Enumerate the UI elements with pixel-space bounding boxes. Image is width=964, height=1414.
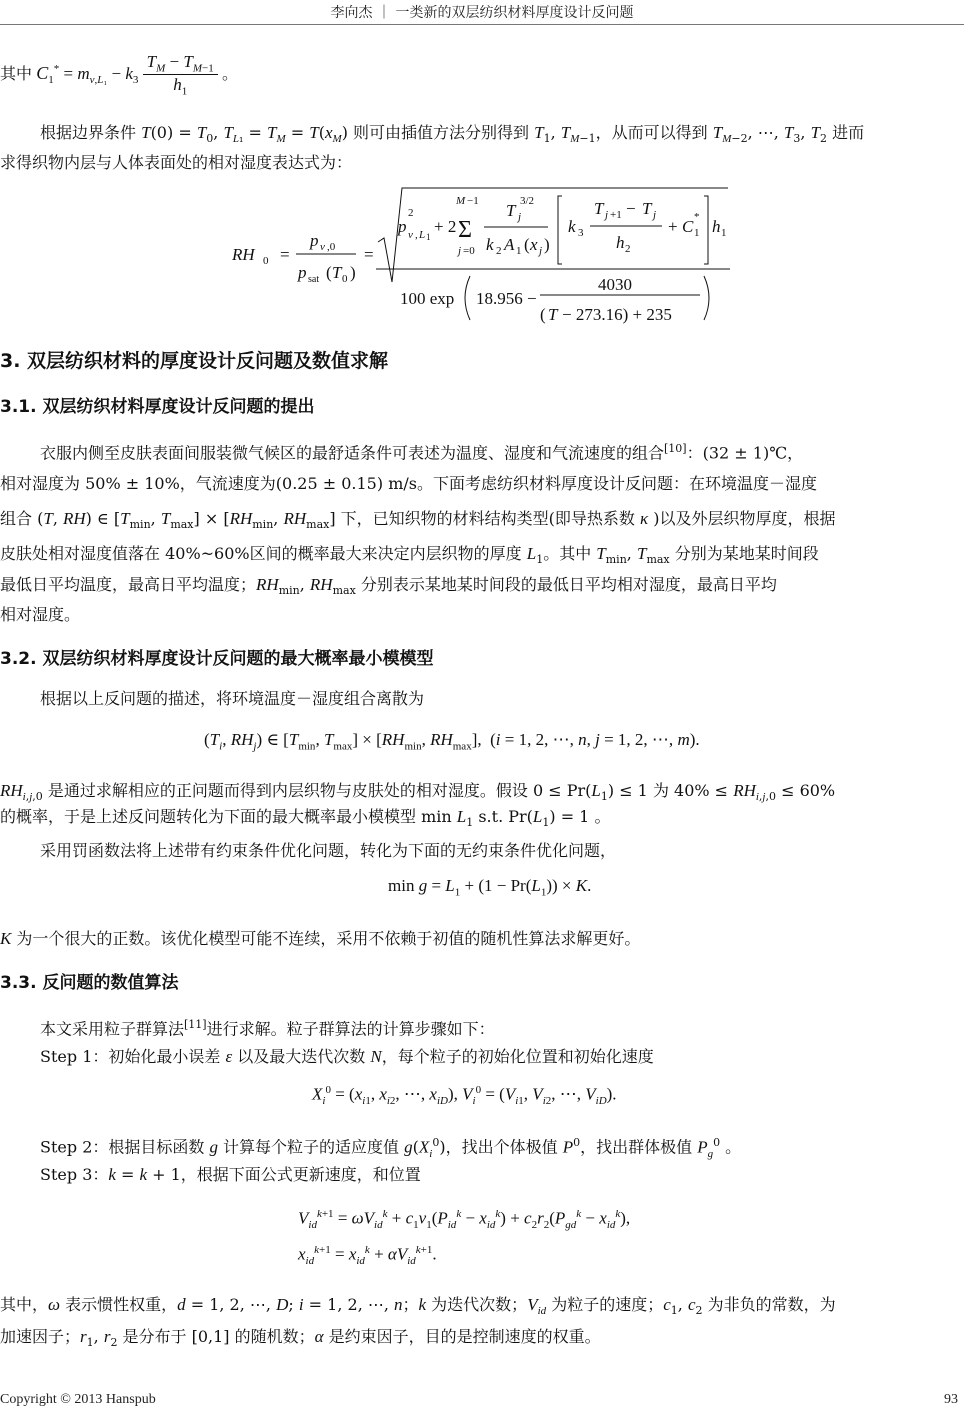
svg-text:x: x bbox=[530, 235, 538, 254]
svg-text:h: h bbox=[712, 217, 721, 236]
svg-text:2: 2 bbox=[408, 207, 414, 219]
svg-text:T: T bbox=[506, 201, 516, 220]
svg-text:*: * bbox=[694, 211, 700, 223]
svg-text:T: T bbox=[548, 305, 558, 324]
svg-text:1: 1 bbox=[721, 227, 727, 239]
boundary-line-2: 求得织物内层与人体表面处的相对湿度表达式为： bbox=[0, 153, 353, 172]
svg-text:sat: sat bbox=[308, 274, 320, 285]
s31-line-1: 衣服内侧至皮肤表面间服装微气候区的最舒适条件可表述为温度、湿度和气流速度的组合[10]：(32 ± 1)℃， bbox=[40, 442, 804, 463]
svg-text:p: p bbox=[398, 217, 407, 236]
s32-line-1: 根据以上反问题的描述，将环境温度－湿度组合离散为 bbox=[40, 689, 425, 708]
svg-text:−: − bbox=[626, 199, 636, 218]
section-3-3-heading: 3.3. 反问题的数值算法 bbox=[0, 973, 179, 993]
svg-text:,: , bbox=[415, 229, 418, 241]
svg-text:T: T bbox=[594, 199, 604, 218]
svg-text:j: j bbox=[518, 211, 522, 223]
svg-text:p: p bbox=[298, 263, 307, 282]
svg-text:1: 1 bbox=[426, 232, 431, 242]
fraction-c1: $\frac{T_M - T_{M-1}}{h_1}$ bbox=[143, 52, 218, 98]
svg-text:C: C bbox=[682, 217, 694, 236]
s33-note-1: 其中，ω 表示惯性权重，d = 1, 2, ⋯, D; i = 1, 2, ⋯, n；k 为迭代次数；$V_{id}$ 为粒子的速度；$c_1$, $c_2$ 为非负的常数，为 bbox=[0, 1295, 836, 1318]
s32-line-2: $RH_{i,j,0}$ 是通过求解相应的正问题而得到内层织物与皮肤处的相对湿度。假设 $0 \le Pr(L_1) \le 1$ 为 $40\% \le RH_{i,j,0} \le 60\%$ bbox=[0, 781, 836, 804]
svg-text:0: 0 bbox=[263, 255, 269, 267]
header-rule bbox=[0, 24, 964, 25]
equation-velocity: $V_{id}^{k+1} = \omega V_{id}^k + c_1v_1(P_{id}^k - x_{id}^k) + c_2r_2(P_{gd}^k - x_{id}^k)$, bbox=[298, 1208, 631, 1232]
svg-text:T: T bbox=[642, 199, 652, 218]
svg-text:A: A bbox=[504, 235, 515, 254]
text-lead: 其中 bbox=[0, 63, 33, 83]
svg-text:T: T bbox=[332, 263, 342, 282]
s32-line-5: K 为一个很大的正数。该优化模型可能不连续，采用不依赖于初值的随机性算法求解更好。 bbox=[0, 929, 641, 948]
s31-line-3: 组合 (T, RH) ∈ [$T_{min}$, $T_{max}] \times [RH_{min}$, $RH_{max}$] 下，已知织物的材料结构类型(即导热系数 κ )以及外层织物厚度，根据 bbox=[0, 509, 836, 532]
svg-text:100 exp: 100 exp bbox=[400, 289, 455, 308]
equation-position: $x_{id}^{k+1} = x_{id}^k + \alpha V_{id}^{k+1}$. bbox=[298, 1244, 437, 1268]
svg-text:j: j bbox=[605, 209, 609, 221]
svg-text:4030: 4030 bbox=[598, 275, 632, 294]
section-3-heading: 3. 双层纺织材料的厚度设计反问题及数值求解 bbox=[0, 350, 389, 372]
s33-step-3: Step 3：k = k + 1，根据下面公式更新速度，和位置 bbox=[40, 1165, 421, 1184]
svg-text:(: ( bbox=[540, 305, 546, 324]
running-title: 李向杰 ｜ 一类新的双层纺织材料厚度设计反问题 bbox=[330, 5, 634, 21]
svg-text:1: 1 bbox=[516, 245, 522, 257]
svg-text:+1: +1 bbox=[610, 209, 622, 221]
svg-text:3/2: 3/2 bbox=[520, 195, 535, 207]
svg-text:=0: =0 bbox=[463, 245, 475, 257]
svg-text:=: = bbox=[364, 245, 374, 264]
svg-text:j: j bbox=[458, 245, 462, 257]
svg-text:v: v bbox=[408, 229, 413, 241]
svg-text:18.956 −: 18.956 − bbox=[476, 289, 537, 308]
svg-text:+: + bbox=[668, 217, 678, 236]
svg-text:3: 3 bbox=[578, 227, 584, 239]
svg-text:RH: RH bbox=[232, 245, 255, 264]
svg-text:k: k bbox=[568, 217, 576, 236]
svg-text:0: 0 bbox=[342, 273, 348, 285]
svg-text:Σ: Σ bbox=[458, 217, 472, 243]
s33-note-2: 加速因子；$r_1$, $r_2$ 是分布于 [0,1] 的随机数；α 是约束因子，目的是控制速度的权重。 bbox=[0, 1327, 601, 1350]
svg-text:−1: −1 bbox=[467, 195, 479, 207]
footer-page-number: 93 bbox=[944, 1392, 958, 1407]
svg-text:(: ( bbox=[326, 263, 332, 282]
svg-text:1: 1 bbox=[694, 227, 700, 239]
equation-rh0 bbox=[0, 180, 964, 330]
section-3-1-heading: 3.1. 双层纺织材料厚度设计反问题的提出 bbox=[0, 397, 315, 417]
s31-line-6: 相对湿度。 bbox=[0, 605, 81, 624]
equation-discrete: ($T_i$, $RH_j$) ∈ [$T_{min}$, $T_{max}] \times [RH_{min}$, $RH_{max}$], (i = 1, 2, ⋯, n, j = 1, 2, ⋯, m). bbox=[204, 730, 700, 753]
svg-text:M: M bbox=[456, 195, 466, 207]
svg-text:+ 2: + 2 bbox=[434, 217, 457, 236]
s31-line-2: 相对湿度为 50% ± 10%，气流速度为(0.25 ± 0.15) m/s。下面考虑纺织材料厚度设计反问题：在环境温度－湿度 bbox=[0, 474, 817, 493]
svg-text:− 273.16) + 235: − 273.16) + 235 bbox=[562, 305, 672, 324]
s31-line-4: 皮肤处相对湿度值落在 40%~60%区间的概率最大来决定内层织物的厚度 $L_1$。其中 $T_{min}$, $T_{max}$ 分别为某地某时间段 bbox=[0, 544, 819, 567]
equation-init: $X_i^0 = (x_{i1}$, $x_{i2}$, ⋯, $x_{iD}$), $V_i^0 = (V_{i1}$, $V_{i2}$, ⋯, $V_{iD}$). bbox=[312, 1084, 617, 1108]
svg-text:L: L bbox=[419, 229, 426, 241]
svg-text:): ) bbox=[350, 263, 356, 282]
svg-text:j: j bbox=[539, 245, 543, 257]
s33-step-1: Step 1：初始化最小误差 ε 以及最大迭代次数 N，每个粒子的初始化位置和初始化速度 bbox=[40, 1047, 654, 1066]
svg-text:p: p bbox=[310, 231, 319, 250]
svg-text:v: v bbox=[320, 241, 325, 253]
svg-text:): ) bbox=[544, 235, 550, 254]
s33-step-2: Step 2：根据目标函数 g 计算每个粒子的适应度值 $g(X_i^0)$，找出个体极值 $P^0$，找出群体极值 $P_g^0$ 。 bbox=[40, 1136, 742, 1160]
s33-line-1: 本文采用粒子群算法[11]进行求解。粒子群算法的计算步骤如下： bbox=[40, 1018, 495, 1039]
svg-text:h: h bbox=[616, 233, 625, 252]
section-3-2-heading: 3.2. 双层纺织材料厚度设计反问题的最大概率最小模模型 bbox=[0, 649, 434, 669]
s31-line-5: 最低日平均温度，最高日平均温度；$RH_{min}$, $RH_{max}$ 分别表示某地某时间段的最低日平均相对湿度，最高日平均 bbox=[0, 575, 777, 598]
equation-c1-star: 其中 $C_1^* = m_{v,L_1} - k_3$ $\frac{T_M - T_{M-1}}{h_1}$ 。 bbox=[0, 52, 239, 98]
svg-text:2: 2 bbox=[625, 243, 631, 255]
boundary-line-1: 根据边界条件 $T(0) = T_0$, $T_{L_1} = T_M = T(x_M)$ 则可由插值方法分别得到 $T_1$, $T_{M-1}$，从而可以得到 $T_{M-2}$, ⋯, $T_3$, $T_2$ 进而 bbox=[40, 123, 865, 146]
s32-line-3: 的概率，于是上述反问题转化为下面的最大概率最小模模型 $\min L_1$ s.t. $Pr(L_1) = 1$ 。 bbox=[0, 807, 611, 830]
s32-line-4: 采用罚函数法将上述带有约束条件优化问题，转化为下面的无约束条件优化问题， bbox=[40, 841, 617, 860]
svg-text:(: ( bbox=[524, 235, 530, 254]
svg-text:=: = bbox=[280, 245, 290, 264]
svg-text:2: 2 bbox=[496, 245, 502, 257]
svg-text:,0: ,0 bbox=[327, 241, 336, 253]
footer-copyright: Copyright © 2013 Hanspub bbox=[0, 1392, 156, 1407]
equation-penalty: $\min g = L_1 + (1 - Pr(L_1)) \times K$. bbox=[388, 876, 592, 899]
text-tail: 。 bbox=[222, 63, 239, 83]
svg-text:j: j bbox=[653, 209, 657, 221]
svg-text:k: k bbox=[486, 235, 494, 254]
